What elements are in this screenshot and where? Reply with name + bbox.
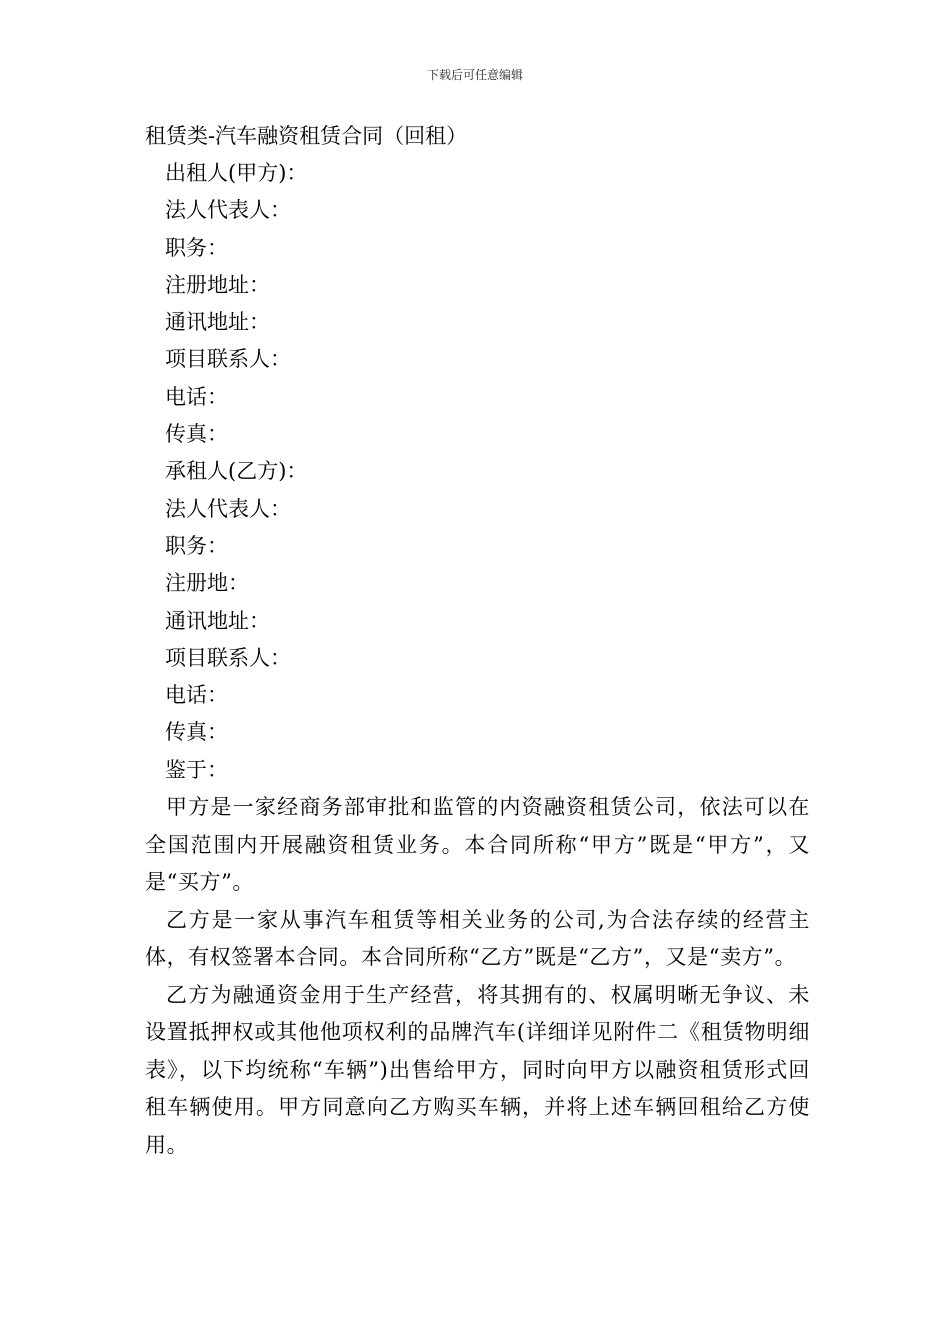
- field-lessor-contact: 项目联系人：: [165, 347, 291, 372]
- paragraph-leaseback: 乙方为融通资金用于生产经营，将其拥有的、权属明晰无争议、未设置抵押权或其他他项权利的品牌汽车(详细详见附件二《租赁物明细表》，以下均统称“车辆”)出售给甲方，同时向甲方以融资租赁形式回租车辆使用。甲方同意向乙方购买车辆，并将上述车辆回租给乙方使用。: [145, 982, 810, 1157]
- field-lessor-position: 职务：: [165, 235, 228, 260]
- field-lessor: 出租人(甲方)：: [165, 161, 308, 185]
- document-title: 租赁类-汽车融资租赁合同（回租）: [145, 124, 468, 148]
- field-lessee: 承租人(乙方)：: [165, 459, 308, 484]
- field-lessor-legal-rep: 法人代表人：: [165, 198, 291, 223]
- field-lessee-fax: 传真：: [165, 720, 228, 745]
- field-lessor-phone: 电话：: [165, 384, 228, 409]
- field-lessee-legal-rep: 法人代表人：: [165, 496, 291, 521]
- header-note: 下载后可任意编辑: [426, 68, 523, 82]
- field-lessor-fax: 传真：: [165, 422, 228, 447]
- paragraph-party-a: 甲方是一家经商务部审批和监管的内资融资租赁公司，依法可以在全国范围内开展融资租赁业务。本合同所称“甲方”既是“甲方”，又是“买方”。: [145, 795, 810, 895]
- field-lessee-contact: 项目联系人：: [165, 645, 291, 670]
- field-whereas: 鉴于：: [165, 757, 228, 782]
- document-body: [145, 118, 810, 1164]
- field-lessee-phone: 电话：: [165, 683, 228, 708]
- field-lessee-registered-address: 注册地：: [165, 571, 249, 596]
- paragraph-party-b: 乙方是一家从事汽车租赁等相关业务的公司,为合法存续的经营主体，有权签署本合同。本合同所称“乙方”既是“乙方”，又是“卖方”。: [145, 907, 810, 970]
- field-lessor-registered-address: 注册地址：: [165, 272, 270, 297]
- field-lessor-mailing-address: 通讯地址：: [165, 310, 270, 335]
- field-lessee-position: 职务：: [165, 533, 228, 558]
- field-lessee-mailing-address: 通讯地址：: [165, 608, 270, 633]
